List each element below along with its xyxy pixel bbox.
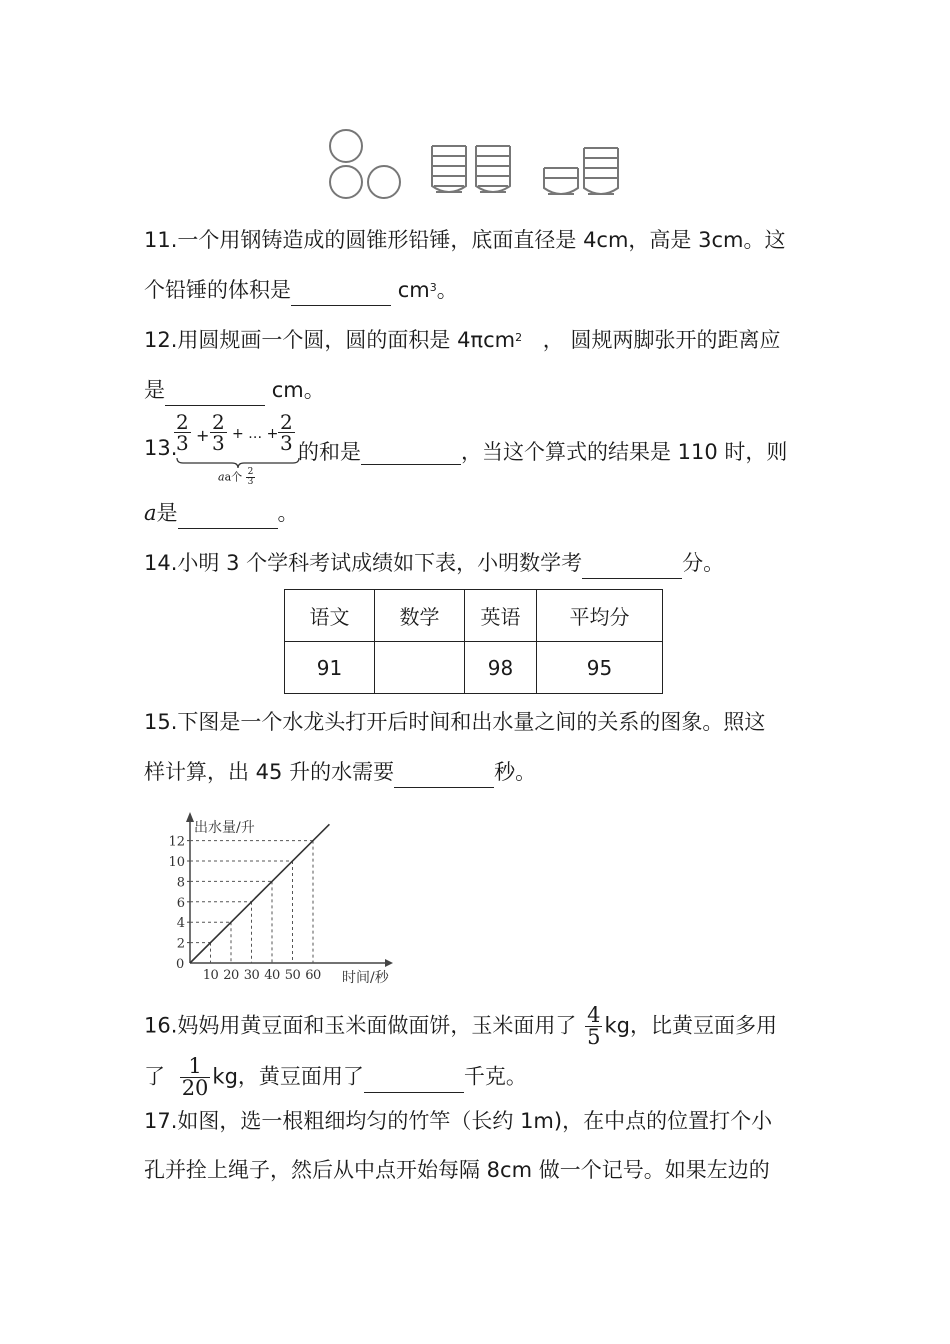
q11-unit: cm (397, 278, 430, 302)
bowls-illustration (320, 120, 630, 205)
y-tick-label-8: 8 (176, 875, 185, 891)
y-tick-label-10: 10 (168, 855, 185, 870)
q12-sup: 2 (515, 331, 523, 344)
q13-frac-3: $\frac{2}{3}$ (280, 410, 293, 455)
q11-line1 (144, 225, 785, 255)
q14-answer-blank[interactable] (582, 548, 682, 579)
score-table-value-row (285, 642, 663, 694)
q13-post: 的和是 ，当这个算式的结果是 110 时，则 (298, 440, 788, 464)
value-average: 95 (537, 642, 663, 694)
x-tick-label-20: 20 (223, 968, 239, 983)
y-tick-label-12: 12 (168, 834, 185, 850)
q16-frac-1: $\frac{4}{5}$ (587, 1003, 601, 1049)
y-tick-label-4: 4 (176, 916, 185, 932)
x-tick-label-40: 40 (264, 968, 280, 983)
header-average: 平均分 (537, 590, 663, 642)
q13-end: 。 (277, 501, 299, 525)
q12-answer-blank[interactable] (165, 375, 265, 406)
bowl-stack-1 (432, 146, 466, 192)
q16-frac-2: $\frac{1}{20}$ (181, 1054, 209, 1100)
q14-text: 14.小明 3 个学科考试成绩如下表，小明数学考 (144, 551, 583, 575)
q17-line2 (144, 1155, 770, 1185)
bowl-stack-2 (476, 146, 510, 192)
q17-text: 17.如图，选一根粗细均匀的竹竿（长约 1m)，在中点的位置打个小 (144, 1109, 773, 1133)
bowl-stack-4 (584, 148, 618, 194)
q11-text: 11.一个用钢铸造成的圆锥形铅锤，底面直径是 4cm，高是 3cm。这 (144, 228, 786, 252)
q16-text: 16.妈妈用黄豆面和玉米面做面饼，玉米面用了 (144, 1013, 577, 1038)
q16-answer-blank[interactable] (364, 1062, 464, 1093)
q13-line2 (144, 498, 299, 529)
x-tick-label-60: 60 (305, 968, 321, 983)
q16-prefix: 了 (144, 1064, 165, 1089)
y-axis-arrow (186, 812, 194, 822)
value-chinese: 91 (285, 642, 375, 694)
q12-pre: 12.用圆规画一个圆，圆的面积是 4πcm (144, 328, 516, 352)
header-chinese: 语文 (285, 590, 375, 642)
circle-bottom-left (330, 166, 362, 198)
value-math[interactable] (375, 642, 465, 694)
q12-unit: cm。 (271, 378, 325, 402)
bowl-stack-3 (544, 168, 578, 194)
q11-answer-blank[interactable] (291, 275, 391, 306)
value-english: 98 (465, 642, 537, 694)
origin-label: 0 (176, 957, 185, 972)
circle-bottom-right (368, 166, 400, 198)
q12-line2 (144, 375, 325, 406)
y-tick-label-6: 6 (176, 895, 185, 911)
q15-text: 15.下图是一个水龙头打开后时间和出水量之间的关系的图象。照这 (144, 710, 766, 734)
y-tick-label-2: 2 (176, 936, 185, 952)
q12-prefix: 是 (144, 378, 165, 402)
x-tick-label-50: 50 (284, 968, 301, 983)
circle-top (330, 130, 362, 162)
q13-label: 13. (144, 436, 178, 460)
score-table-header-row (285, 590, 663, 642)
header-math: 数学 (375, 590, 465, 642)
q16-line1 (144, 1005, 777, 1048)
q13-brace-label: aa个 $\frac{2}{3}$ (218, 467, 254, 487)
q15-answer-blank[interactable] (394, 757, 494, 788)
y-axis-label: 出水量/升 (194, 820, 255, 836)
x-tick-label-30: 30 (243, 968, 260, 983)
q11-end: 。 (436, 278, 458, 302)
q13-var: a (144, 501, 157, 525)
q13-block (144, 412, 844, 492)
q13-line2-text: 是 (156, 501, 178, 525)
q13-frac-2: $\frac{2}{3}$ (212, 410, 225, 455)
x-tick-label-10: 10 (202, 968, 219, 983)
q13-plus: + (196, 426, 210, 445)
x-axis-label: 时间/秒 (342, 970, 389, 986)
q15-end: 秒。 (494, 760, 537, 784)
q16-mid2: kg，黄豆面用了 (212, 1064, 364, 1089)
q17-line2-text: 孔并拴上绳子，然后从中点开始每隔 8cm 做一个记号。如果左边的 (144, 1158, 770, 1182)
q11-sup: 3 (429, 281, 437, 294)
q14-line1 (144, 548, 724, 579)
q16-line2 (144, 1056, 527, 1099)
score-table (284, 589, 663, 694)
header-english: 英语 (465, 590, 537, 642)
series-line (190, 824, 329, 963)
q13-frac-1: $\frac{2}{3}$ (176, 410, 189, 455)
q13-answer-blank-2[interactable] (178, 498, 278, 529)
q14-end: 分。 (682, 551, 725, 575)
q15-line2 (144, 757, 536, 788)
q16-end: 千克。 (463, 1064, 527, 1089)
q12-line1 (144, 325, 780, 355)
water-flow-chart (150, 808, 420, 988)
q16-mid: kg，比黄豆面多用 (604, 1013, 777, 1038)
q15-line1 (144, 707, 765, 737)
q12-post: ， 圆规两脚张开的距离应 (542, 328, 781, 352)
q17-line1 (144, 1106, 772, 1136)
q15-prefix: 样计算，出 45 升的水需要 (144, 760, 395, 784)
q13-answer-blank-1[interactable] (361, 440, 461, 465)
q11-prefix: 个铅锤的体积是 (144, 278, 291, 302)
q11-line2 (144, 275, 458, 306)
x-axis-arrow (385, 959, 393, 967)
q13-ellipsis: + … + (232, 426, 279, 442)
